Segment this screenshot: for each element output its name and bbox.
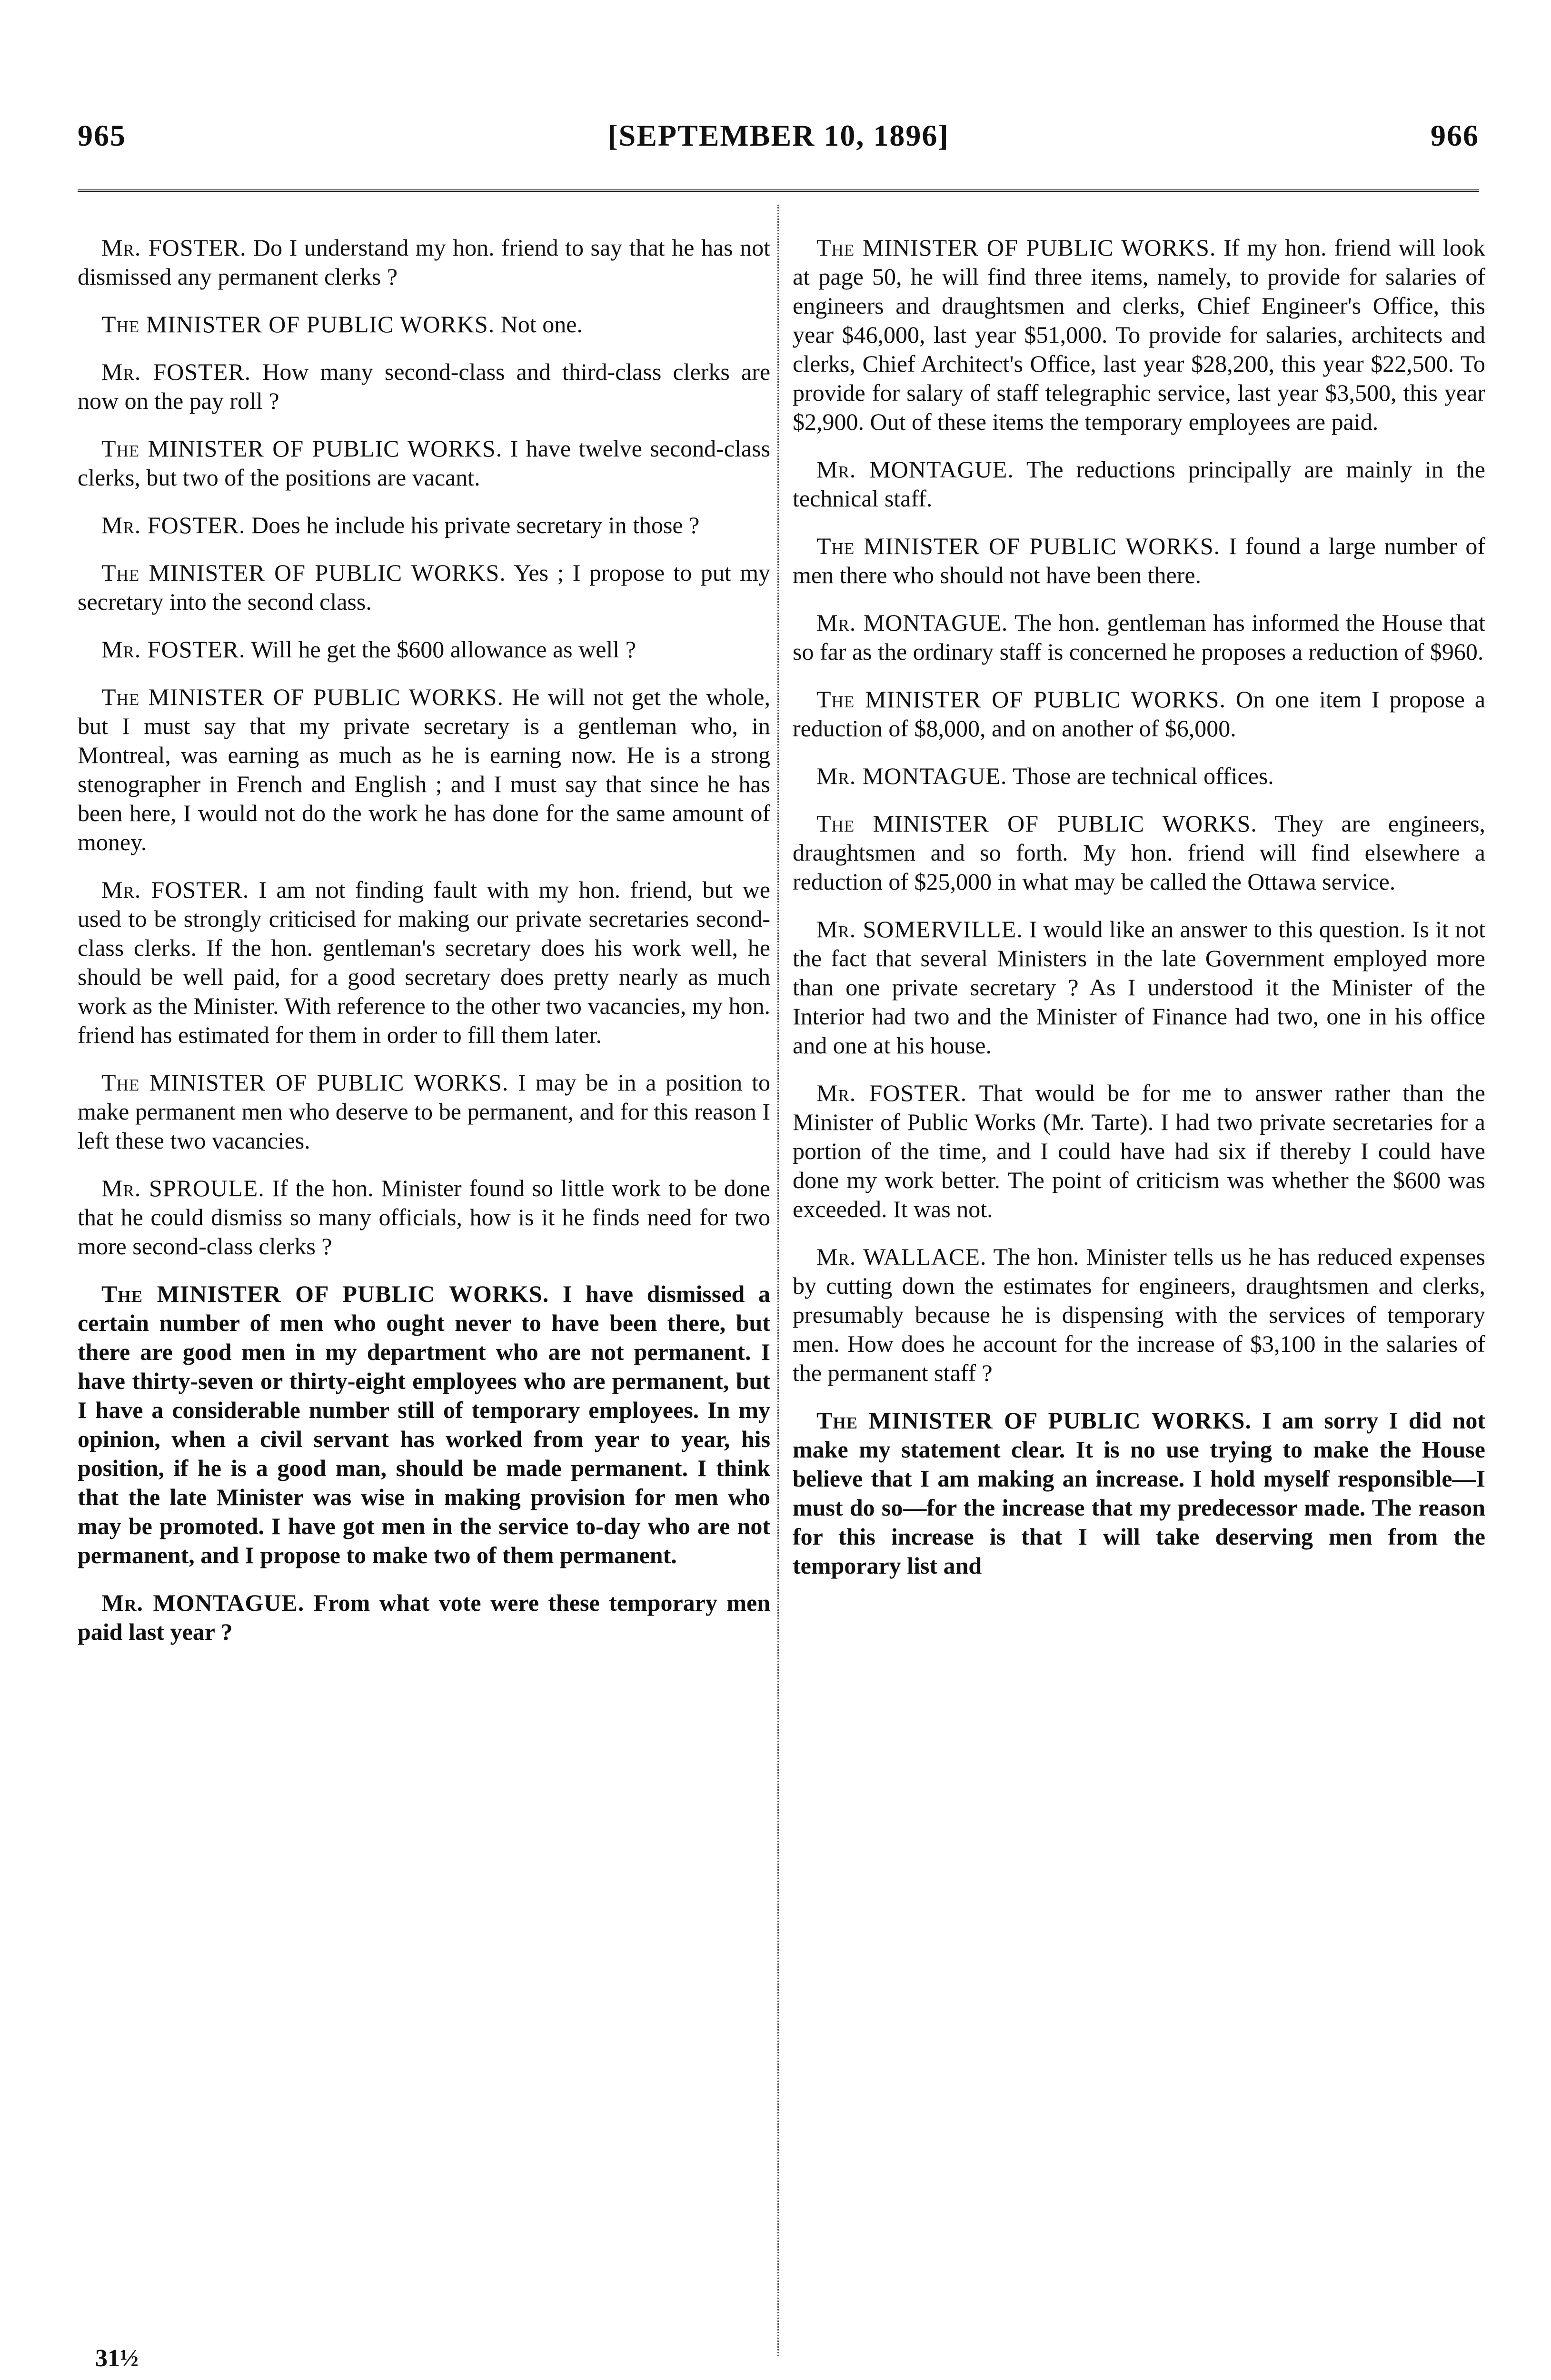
speech-text: From what vote were these temporary men paid last year ? bbox=[78, 1589, 771, 1645]
speech-paragraph bbox=[793, 1079, 1485, 1224]
speech-paragraph bbox=[793, 233, 1485, 436]
speaker-name: Mr. MONTAGUE. bbox=[816, 763, 1007, 789]
speaker-name: The MINISTER OF PUBLIC WORKS. bbox=[101, 1280, 549, 1307]
speech-text: The hon. gentleman has informed the House that so far as the ordinary staff is concerned he proposes a reduction of $960. bbox=[793, 609, 1486, 665]
speech-text: The hon. Minister tells us he has reduced expenses by cutting down the estimates for engineers, draughtsmen and clerks, presumably because he is dispensing with the services of temporary men. How does he account for the increase of $3,100 in the salaries of the permanent staff ? bbox=[793, 1243, 1485, 1386]
speech-paragraph bbox=[793, 455, 1485, 513]
speech-paragraph bbox=[78, 1068, 770, 1155]
speech-text: I may be in a position to make permanent men who deserve to be permanent, and for this reason I left these two vacancies. bbox=[78, 1069, 770, 1154]
speaker-name: Mr. SOMERVILLE. bbox=[816, 916, 1023, 942]
speaker-name: The MINISTER OF PUBLIC WORKS. bbox=[101, 435, 503, 462]
speech-paragraph bbox=[78, 558, 770, 616]
speaker-name: The MINISTER OF PUBLIC WORKS. bbox=[101, 559, 506, 586]
speech-text: That would be for me to answer rather than the Minister of Public Works (Mr. Tarte). I had two private secretaries for a portion of the time, and I could have had six if thereby I could have done my work better. The point of criticism was whether the $600 was exceeded. It was not. bbox=[793, 1080, 1485, 1222]
speech-paragraph bbox=[793, 809, 1485, 896]
column-divider bbox=[777, 205, 779, 2356]
speech-paragraph bbox=[78, 1279, 770, 1570]
speech-paragraph bbox=[793, 532, 1485, 590]
speech-text: Those are technical offices. bbox=[1013, 763, 1274, 789]
speech-text: He will not get the whole, but I must say that my private secretary is a gentleman who, in Montreal, was earning as much as he is earning now. He is a strong stenographer in French and English ; and I must say that since he has been here, I would not do the work he has done for the same amount of money. bbox=[78, 684, 770, 855]
speech-text: If my hon. friend will look at page 50, he will find three items, namely, to provide for salaries of engineers and draughtsmen and clerks, Chief Engineer's Office, this year $46,000, last year $51,000. To provide for salaries, architects and clerks, Chief Architect's Office, last year $28,200, this year $22,500. To provide for salary of staff telegraphic service, last year $3,500, this year $2,900. Out of these items the temporary employees are paid. bbox=[793, 234, 1485, 435]
speaker-name: Mr. MONTAGUE. bbox=[816, 609, 1008, 636]
speech-text: Not one. bbox=[500, 311, 583, 337]
speaker-name: Mr. SPROULE. bbox=[101, 1175, 265, 1201]
speech-text: Do I understand my hon. friend to say that he has not dismissed any permanent clerks ? bbox=[78, 234, 771, 290]
speaker-name: The MINISTER OF PUBLIC WORKS. bbox=[101, 1069, 509, 1096]
speech-text: I am sorry I did not make my statement clear. It is no use trying to make the House believe that I am making an increase. I hold myself responsible—I must do so—for the increase that my predecessor made. The reason for this increase is that I will take deserving men from the temporary list and bbox=[793, 1407, 1486, 1579]
header-rule bbox=[78, 189, 1479, 192]
speaker-name: The MINISTER OF PUBLIC WORKS. bbox=[816, 533, 1221, 559]
speech-paragraph bbox=[78, 875, 770, 1050]
speech-paragraph bbox=[78, 233, 770, 291]
speech-paragraph bbox=[793, 685, 1485, 743]
speech-paragraph bbox=[78, 683, 770, 857]
speech-paragraph bbox=[78, 511, 770, 540]
page-header bbox=[78, 118, 1479, 161]
speaker-name: Mr. FOSTER. bbox=[101, 876, 249, 903]
speaker-name: Mr. FOSTER. bbox=[101, 234, 247, 261]
speaker-name: Mr. FOSTER. bbox=[101, 512, 246, 538]
speech-paragraph bbox=[793, 762, 1485, 791]
speaker-name: Mr. FOSTER. bbox=[101, 636, 246, 663]
speech-text: I would like an answer to this question. Is it not the fact that several Ministers in the late Government employed more than one private secretary ? As I understood it the Minister of the Interior had two and the Minister of Finance had two, one in his office and one at his house. bbox=[793, 916, 1486, 1059]
speaker-name: The MINISTER OF PUBLIC WORKS. bbox=[816, 810, 1257, 837]
speaker-name: The MINISTER OF PUBLIC WORKS. bbox=[816, 686, 1226, 713]
speaker-name: The MINISTER OF PUBLIC WORKS. bbox=[101, 684, 504, 710]
speaker-name: The MINISTER OF PUBLIC WORKS. bbox=[816, 234, 1216, 261]
speaker-name: Mr. MONTAGUE. bbox=[101, 1589, 305, 1616]
speech-paragraph bbox=[793, 608, 1485, 666]
speaker-name: Mr. FOSTER. bbox=[101, 358, 251, 385]
speech-text: Will he get the $600 allowance as well ? bbox=[251, 636, 636, 663]
speech-text: If the hon. Minister found so little work to be done that he could dismiss so many officials, how is it he finds need for two more second-class clerks ? bbox=[78, 1175, 770, 1259]
speech-text: I have twelve second-class clerks, but two of the positions are vacant. bbox=[78, 435, 770, 491]
speaker-name: The MINISTER OF PUBLIC WORKS. bbox=[101, 311, 495, 337]
speech-text: I have dismissed a certain number of men who ought never to have been there, but there are good men in my department who are not permanent. I have thirty-seven or thirty-eight employees who are permanent, but I have a considerable number still of temporary employees. In my opinion, when a civil servant has worked from year to year, his position, if he is a good man, should be made permanent. I think that the late Minister was wise in making provision for men who may be promoted. I have got men in the service to-day who are not permanent, and I propose to make two of them permanent. bbox=[78, 1280, 770, 1568]
speech-paragraph bbox=[78, 310, 770, 339]
speech-text: I found a large number of men there who should not have been there. bbox=[793, 533, 1486, 588]
speech-text: Yes ; I propose to put my secretary into the second class. bbox=[78, 559, 770, 615]
speech-paragraph bbox=[78, 635, 770, 664]
speaker-name: Mr. WALLACE. bbox=[816, 1243, 987, 1270]
speech-paragraph bbox=[78, 357, 770, 416]
speech-paragraph bbox=[793, 1242, 1485, 1388]
speaker-name: Mr. FOSTER. bbox=[816, 1080, 967, 1106]
speech-text: Does he include his private secretary in those ? bbox=[251, 512, 700, 538]
speech-text: I am not finding fault with my hon. friend, but we used to be strongly criticised for making our private secretaries second-class clerks. If the hon. gentleman's secretary does his work well, he should be well paid, for a good secretary does pretty nearly as much work as the Minister. With reference to the other two vacancies, my hon. friend has estimated for them in order to fill them later. bbox=[78, 876, 771, 1048]
speech-paragraph bbox=[78, 434, 770, 492]
speech-paragraph bbox=[793, 1406, 1485, 1580]
page-date-title: [SEPTEMBER 10, 1896] bbox=[607, 119, 949, 152]
speech-text: On one item I propose a reduction of $8,000, and on another of $6,000. bbox=[793, 686, 1486, 742]
page-folio: 31½ bbox=[95, 2345, 139, 2372]
right-column bbox=[793, 233, 1485, 1599]
speech-paragraph bbox=[793, 915, 1485, 1060]
speech-text: They are engineers, draughtsmen and so forth. My hon. friend will find elsewhere a reduction of $25,000 in what may be called the Ottawa service. bbox=[793, 810, 1485, 895]
page-number-right: 966 bbox=[1431, 119, 1479, 152]
speech-paragraph bbox=[78, 1588, 770, 1646]
speaker-name: Mr. MONTAGUE. bbox=[816, 456, 1014, 483]
speaker-name: The MINISTER OF PUBLIC WORKS. bbox=[816, 1407, 1252, 1434]
speech-paragraph bbox=[78, 1174, 770, 1261]
speech-text: The reductions principally are mainly in the technical staff. bbox=[793, 456, 1485, 512]
speech-text: How many second-class and third-class clerks are now on the pay roll ? bbox=[78, 358, 771, 414]
left-column bbox=[78, 233, 770, 1665]
page-number-left: 965 bbox=[78, 119, 126, 152]
